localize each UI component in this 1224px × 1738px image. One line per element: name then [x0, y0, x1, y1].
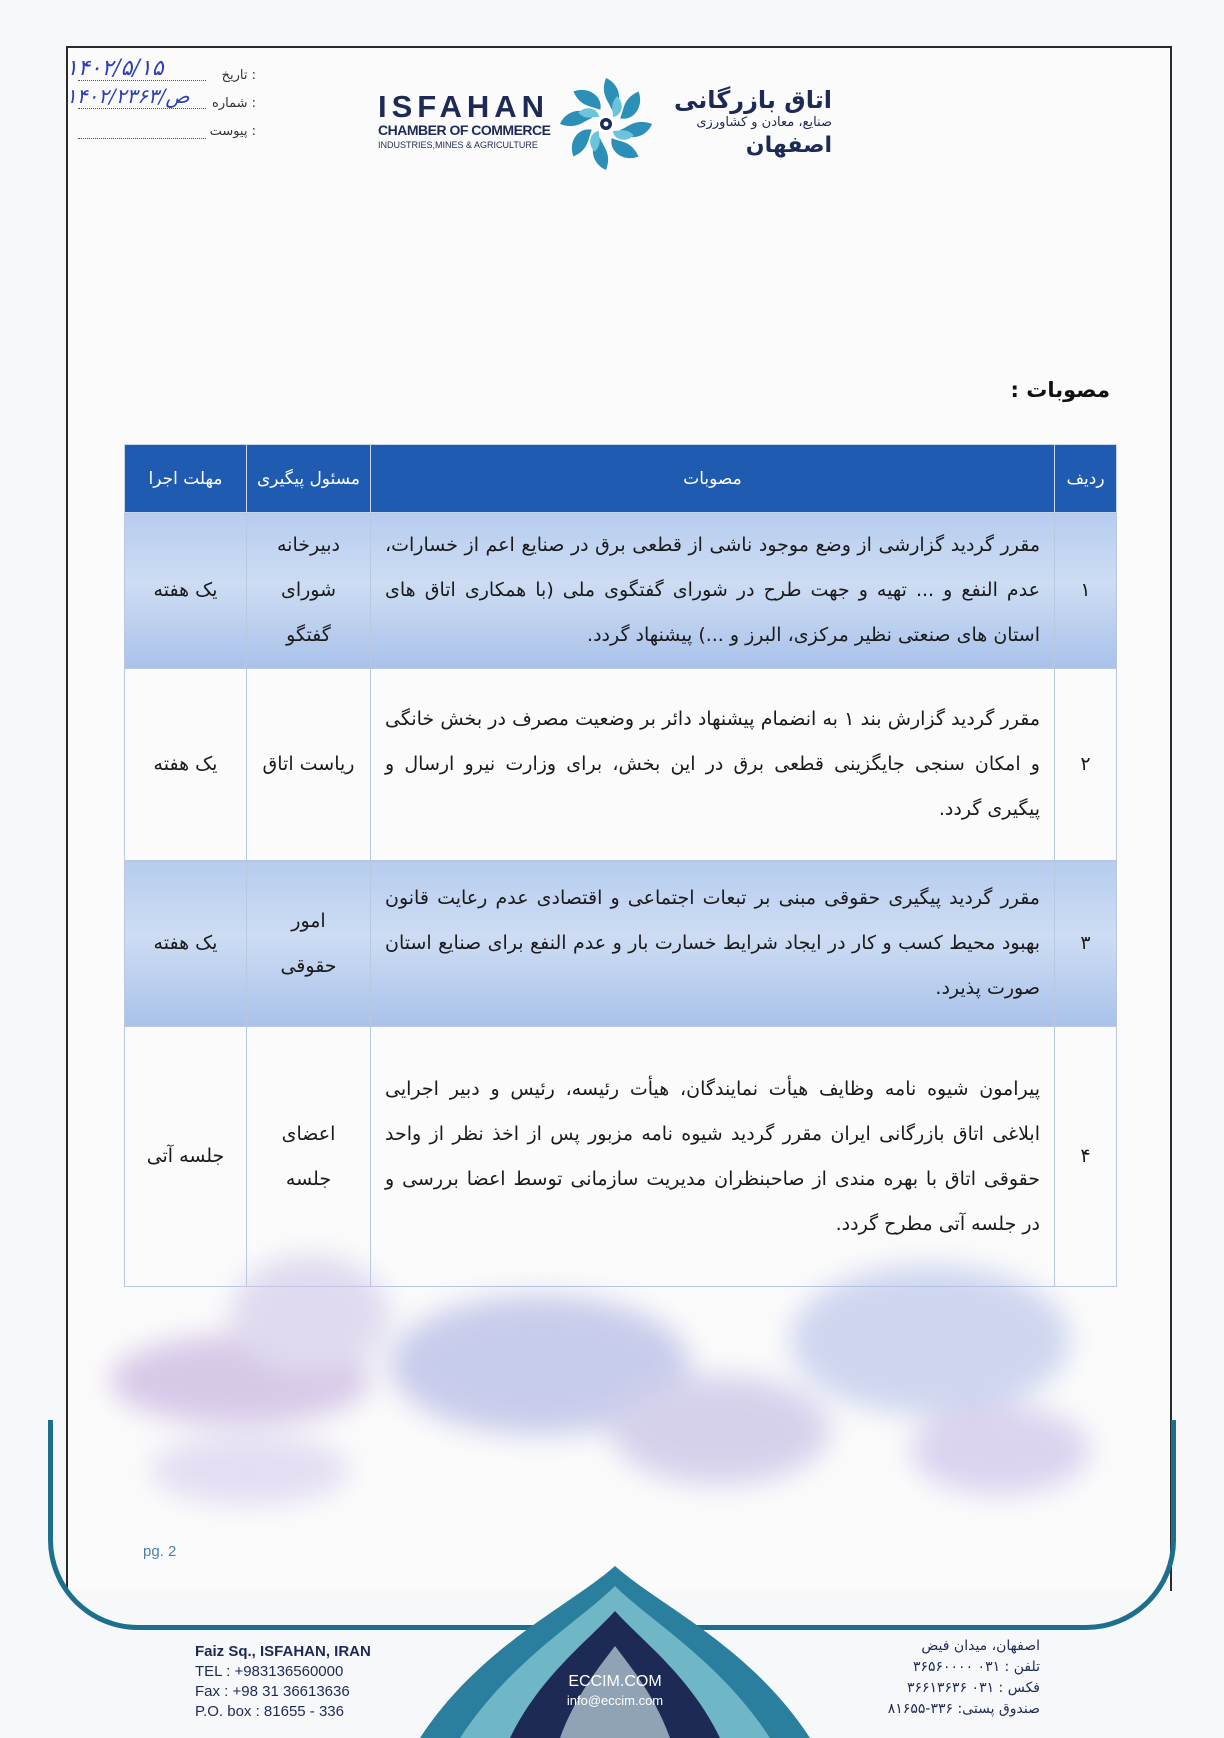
row-number: ۱: [1055, 513, 1117, 669]
resolution-text: پیرامون شیوه نامه وظایف هیأت نمایندگان، هیأت رئیسه، رئیس و دبیر اجرایی ابلاغی اتاق بازرگانی ایران مقرر گردید شیوه نامه مزبور پس از اخذ نظر از واحد حقوقی اتاق با بهره مندی از صاحبنظران مدیریت سازمانی توسط اعضا بررسی و در جلسه آتی مطرح گردد.: [371, 1027, 1055, 1287]
date-label: تاریخ :: [221, 68, 256, 83]
deadline: یک هفته: [125, 513, 247, 669]
attachment-label: پیوست :: [209, 124, 256, 139]
header-row-number: ردیف: [1055, 445, 1117, 513]
blurred-signatures: [90, 1255, 1110, 1525]
email-link[interactable]: info@eccim.com: [566, 1693, 664, 1708]
resolution-text: مقرر گردید پیگیری حقوقی مبنی بر تبعات اجتماعی و اقتصادی عدم رعایت قانون بهبود محیط کسب و کار در ایجاد شرایط خسارت بار و عدم النفع برای صنایع استان صورت پذیرد.: [371, 861, 1055, 1027]
website-link[interactable]: ECCIM.COM: [568, 1673, 662, 1690]
logo-text-persian: اتاق بازرگانی صنایع، معادن و کشاورزی اصفهان: [674, 86, 832, 158]
section-title: مصوبات :: [1010, 378, 1110, 402]
number-row: [66, 84, 256, 116]
row-number: ۲: [1055, 669, 1117, 861]
attachment-row: [66, 118, 256, 144]
table-row: [125, 669, 1117, 861]
page-number: pg. 2: [143, 1543, 177, 1560]
number-value: ۱۴۰۲/ص/۲۳۶۳: [66, 84, 190, 108]
row-number: ۳: [1055, 861, 1117, 1027]
chamber-logo-icon: [556, 74, 656, 174]
logo-text-english: ISFAHAN CHAMBER OF COMMERCE INDUSTRIES,MINES & AGRICULTURE: [378, 89, 551, 150]
responsible-party: امور حقوقی: [247, 861, 371, 1027]
table-row: [125, 1027, 1117, 1287]
footer-petal-icon: [420, 1566, 810, 1738]
table-header-row: [125, 445, 1117, 513]
row-number: ۴: [1055, 1027, 1117, 1287]
responsible-party: اعضای جلسه: [247, 1027, 371, 1287]
header-resolution: مصوبات: [371, 445, 1055, 513]
date-value: ۱۴۰۲/۵/۱۵: [66, 56, 164, 81]
deadline: یک هفته: [125, 669, 247, 861]
number-label: شماره :: [212, 96, 256, 111]
footer-contact-persian: اصفهان، میدان فیض تلفن : ۰۳۱ ۳۶۵۶۰۰۰۰ فکس : ۰۳۱ ۳۶۶۱۳۶۳۶ صندوق پستی: ۳۳۶-۸۱۶۵۵: [887, 1638, 1040, 1717]
table-row: [125, 513, 1117, 669]
footer-contact-english: Faiz Sq., ISFAHAN, IRAN TEL : +983136560000 Fax : +98 31 36613636 P.O. box : 81655 - 336: [195, 1643, 371, 1720]
deadline: یک هفته: [125, 861, 247, 1027]
header-responsible: مسئول پیگیری: [247, 445, 371, 513]
table-row: [125, 861, 1117, 1027]
letter-reference-block: [66, 56, 256, 162]
header-deadline: مهلت اجرا: [125, 445, 247, 513]
resolution-text: مقرر گردید گزارش بند ۱ به انضمام پیشنهاد دائر بر وضعیت مصرف در بخش خانگی و امکان سنجی جایگزینی قطعی برق در این بخش، برای وزارت نیرو ارسال و پیگیری گردد.: [371, 669, 1055, 861]
footer-emblem: [420, 1566, 810, 1738]
deadline: جلسه آتی: [125, 1027, 247, 1287]
resolutions-table: [124, 444, 1117, 1287]
resolution-text: مقرر گردید گزارشی از وضع موجود ناشی از قطعی برق در صنایع اعم از خسارات، عدم النفع و ... تهیه و جهت طرح در شورای گفتگوی ملی (با همکاری اتاق های استان های صنعتی نظیر مرکزی، البرز و ...) پیشنهاد گردد.: [371, 513, 1055, 669]
responsible-party: دبیرخانه شورای گفتگو: [247, 513, 371, 669]
responsible-party: ریاست اتاق: [247, 669, 371, 861]
